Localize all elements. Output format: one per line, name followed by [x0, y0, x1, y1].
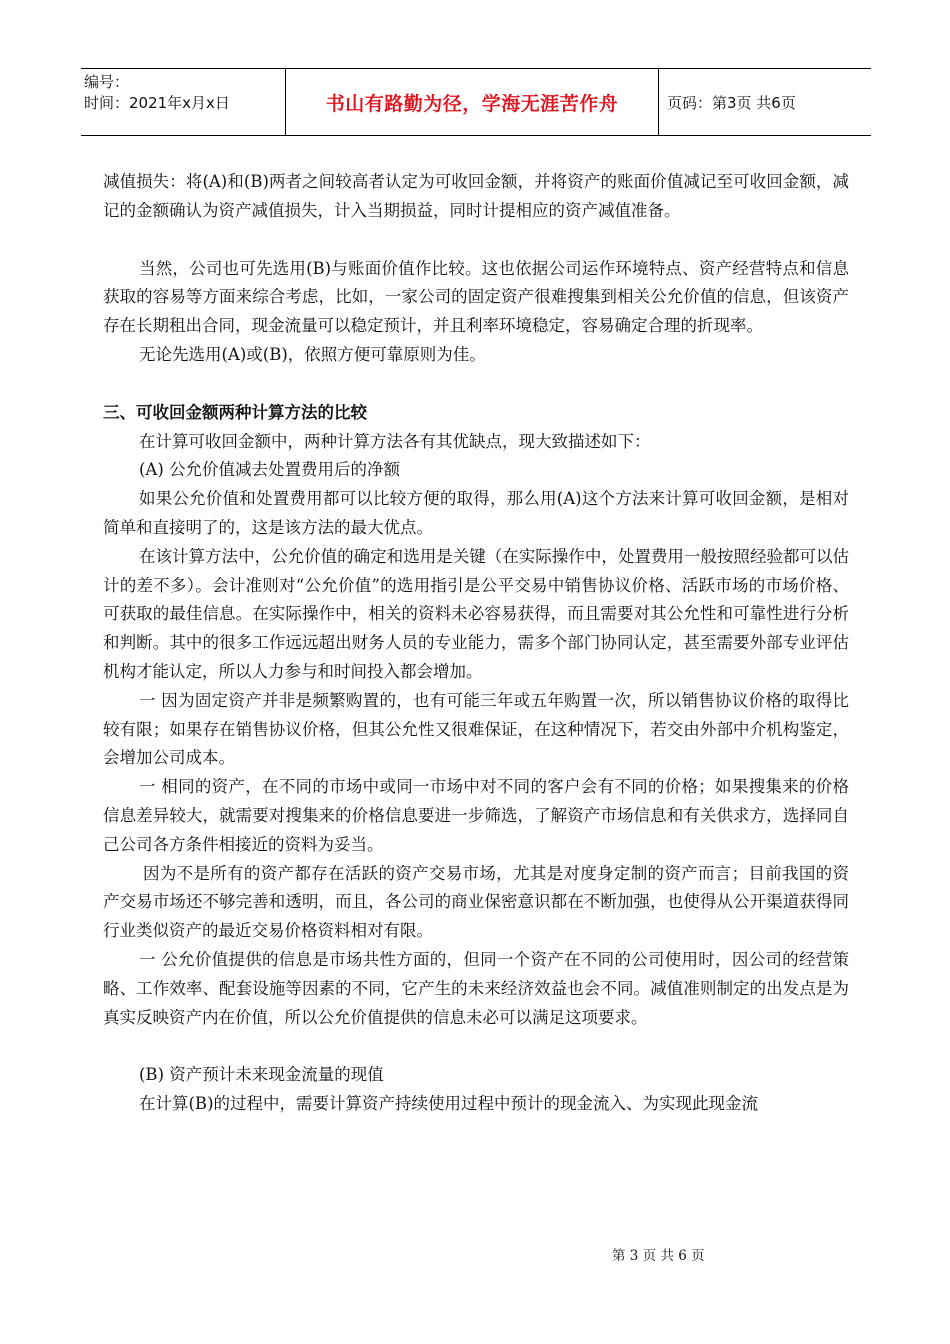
time-label: 时间：2021年x月x日	[84, 94, 230, 112]
paragraph: 在计算可收回金额中，两种计算方法各有其优缺点，现大致描述如下：	[139, 431, 651, 451]
header-meta	[81, 69, 285, 135]
bullet-paragraph: 一 公允价值提供的信息是市场共性方面的，但同一个资产在不同的公司使用时，因公司的经营策略、工作效率、配套设施等因素的不同，它产生的未来经济效益也会不同。减值准则制定的出发点是为真实反映资产内在价值，所以公允价值提供的信息未必可以满足这项要求。	[103, 949, 849, 1027]
header-motto-cell	[285, 69, 659, 135]
bullet-paragraph: 一 相同的资产，在不同的市场中或同一市场中对不同的客户会有不同的价格；如果搜集来的价格信息差异较大，就需要对搜集来的价格信息要进一步筛选，了解资产市场信息和有关供求方，选择同自己公司各方条件相接近的资料为妥当。	[103, 777, 849, 854]
header-table	[81, 68, 871, 136]
code-label: 编号：	[84, 73, 130, 91]
subheading: (B) 资产预计未来现金流量的现值	[139, 1065, 384, 1085]
bullet-paragraph: 一 因为固定资产并非是频繁购置的，也有可能三年或五年购置一次，所以销售协议价格的取得比较有限；如果存在销售协议价格，但其公允性又很难保证，在这种情况下，若交由外部中介机构鉴定，会增加公司成本。	[103, 690, 849, 768]
paragraph: 当然，公司也可先选用(B)与账面价值作比较。这也依据公司运作环境特点、资产经营特点和信息获取的容易等方面来综合考虑，比如，一家公司的固定资产很难搜集到相关公允价值的信息，但该资产存在长期租出合同，现金流量可以稳定预计，并且利率环境稳定，容易确定合理的折现率。	[103, 258, 849, 336]
paragraph: 在计算(B)的过程中，需要计算资产持续使用过程中预计的现金流入、为实现此现金流	[139, 1094, 758, 1114]
page-code: 页码：第3页 共6页	[667, 93, 796, 112]
motto: 书山有路勤为径，学海无涯苦作舟	[325, 92, 619, 115]
paragraph: 减值损失：将(A)和(B)两者之间较高者认定为可收回金额，并将资产的账面价值减记至可收回金额，减记的金额确认为资产减值损失，计入当期损益，同时计提相应的资产减值准备。	[103, 172, 849, 220]
paragraph: 因为不是所有的资产都存在活跃的资产交易市场，尤其是对度身定制的资产而言；目前我国的资产交易市场还不够完善和透明，而且，各公司的商业保密意识都在不断加强，也使得从公开渠道获得同行业类似资产的最近交易价格资料相对有限。	[103, 863, 849, 941]
subheading: (A) 公允价值减去处置费用后的净额	[139, 460, 401, 480]
document-body	[103, 168, 849, 1119]
section-heading: 三、可收回金额两种计算方法的比较	[103, 402, 367, 422]
header-page-cell	[659, 69, 871, 135]
paragraph: 在该计算方法中，公允价值的确定和选用是关键（在实际操作中，处置费用一般按照经验都可以估计的差不多）。会计准则对“公允价值”的选用指引是公平交易中销售协议价格、活跃市场的市场价格、可获取的最佳信息。在实际操作中，相关的资料未必容易获得，而且需要对其公允性和可靠性进行分析和判断。其中的很多工作远远超出财务人员的专业能力，需多个部门协同认定，甚至需要外部专业评估机构才能认定，所以人力参与和时间投入都会增加。	[103, 546, 849, 681]
page-footer: 第 3 页 共 6 页	[612, 1248, 705, 1264]
paragraph: 如果公允价值和处置费用都可以比较方便的取得，那么用(A)这个方法来计算可收回金额，是相对简单和直接明了的，这是该方法的最大优点。	[103, 489, 849, 537]
paragraph: 无论先选用(A)或(B)，依照方便可靠原则为佳。	[139, 344, 486, 364]
